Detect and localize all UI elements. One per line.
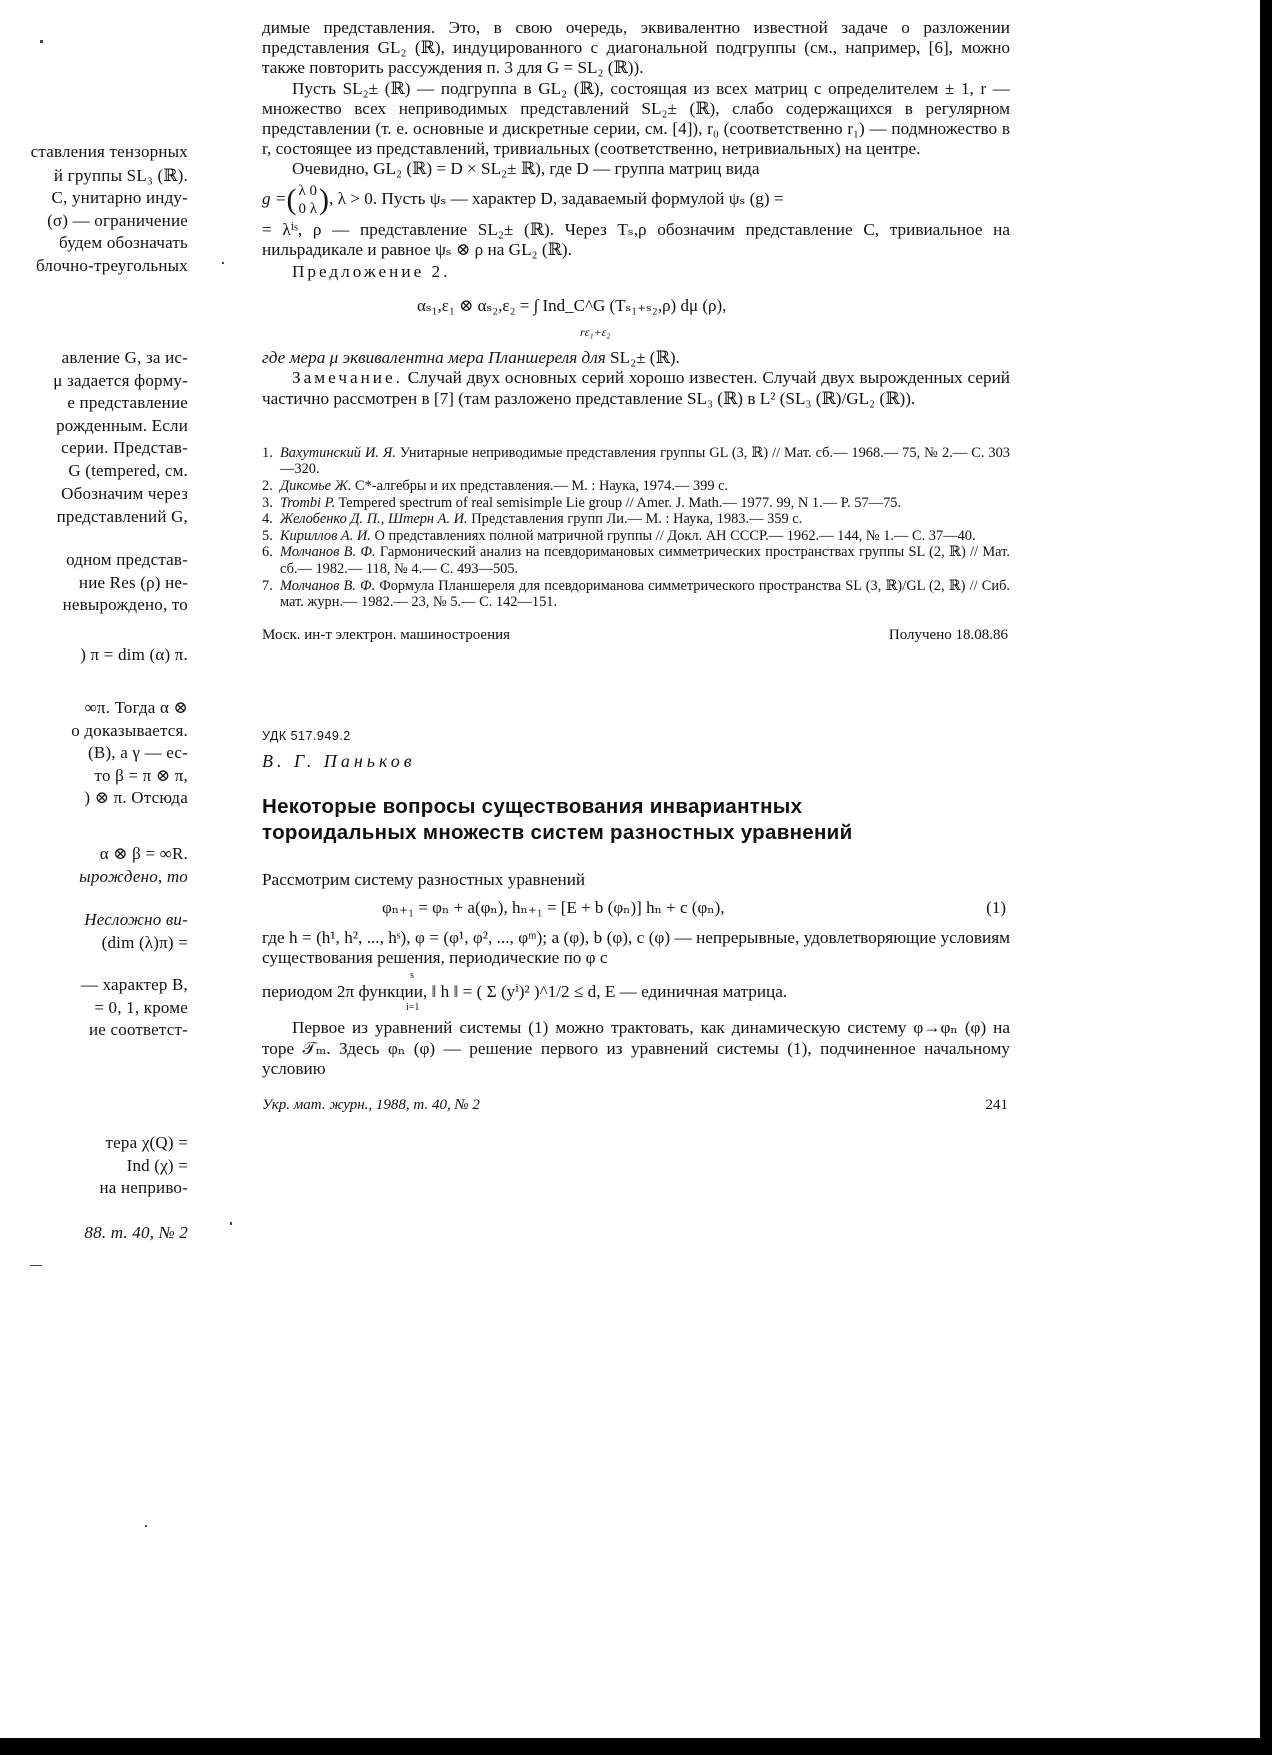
cut-off-line: α ⊗ β = ∞R. [99,844,188,863]
cut-off-line: C, унитарно инду- [51,188,188,207]
title-line: Некоторые вопросы существования инвариантных [262,794,803,818]
reference-item: 3. Trombi P. Tempered spectrum of real semisimple Lie group // Amer. J. Math.— 1977. 99, N 1.— P. 57—75. [262,494,902,511]
cut-off-line: блочно-треугольных [35,256,188,275]
paragraph-representation: = λⁱˢ, ρ — представление SL₂± (ℝ). Через Tₛ,ρ обозначим представление C, тривиальное на нильрадикале и равное ψₛ ⊗ ρ на GL₂ (ℝ). [262,219,1010,259]
article-title [262,794,1010,846]
proposition-text-tail: SL₂± (ℝ). [610,348,680,368]
matrix-row: λ 0 [298,182,318,199]
page-footer [262,1097,1010,1127]
cut-off-line: представлений G, [56,507,188,526]
norm-text: периодом 2π функции, ‖ h ‖ = ( Σ (yⁱ)² )^1/2 ≤ d, E — единичная матрица. [262,982,788,1002]
references-list [262,445,1010,611]
remark-text: Случай двух основных серий хорошо известен. Случай двух вырожденных серий частично рассмотрен в [7] (там разложено представление SL₃ (ℝ) в L² (SL₃ (ℝ)/GL₂ (ℝ)). [262,368,1010,408]
cut-off-line: о доказывается. [71,721,188,740]
cut-off-line: на неприво- [99,1178,188,1197]
cut-off-line: й группы SL₃ (ℝ). [53,166,188,185]
cut-off-line: ставления тензорных [30,142,188,161]
equation-number: (1) [986,897,1006,917]
matrix-line: g =( λ 0 0 λ ), λ > 0. Пусть ψₛ — характер D, задаваемый формулой ψₛ (g) = [262,182,784,217]
reference-item: 1. Вахутинский И. Я. Унитарные неприводимые представления группы GL (3, ℝ) // Мат. сб.— 1968.— 75, № 2.— С. 303—320. [262,444,1010,478]
cut-off-line: рожденным. Если [56,416,188,435]
journal-reference: Укр. мат. журн., 1988, т. 40, № 2 [262,1097,480,1113]
cut-off-line: Обозначим через [61,484,188,503]
integral-subscript: rε₁+ε₂ [580,325,611,340]
cut-off-line: ) ⊗ π. Отсюда [84,788,188,807]
equation: φₙ₊₁ = φₙ + a(φₙ), hₙ₊₁ = [E + b (φₙ)] hₙ + c (φₙ), [382,897,725,917]
reference-item: 5. Кириллов А. И. О представлениях полной матричной группы // Докл. АН СССР.— 1962.— 144, № 1.— С. 37—40. [262,527,976,544]
received-date: Получено 18.08.86 [888,626,1008,643]
diag-matrix [299,182,318,218]
udk-code: УДК 517.949.2 [262,728,351,743]
cut-off-line: невырождено, то [62,595,188,614]
matrix-line-rest: , λ > 0. Пусть ψₛ — характер D, задаваемый формулой ψₛ (g) = [329,188,784,208]
scan-speck [145,1525,147,1527]
reference-item: 7. Молчанов В. Ф. Формула Планшереля для псевдориманова симметрического пространства SL (3, ℝ)/GL (2, ℝ) // Сиб. мат. журн.— 1982.— 23, № 5.— С. 142—151. [262,577,1010,611]
remark-label: Замечание. [292,368,403,388]
cut-off-line: е представление [67,393,188,412]
g-symbol: g = [262,188,287,208]
paragraph-obviously: Очевидно, GL₂ (ℝ) = D × SL₂± ℝ), где D — группа матриц вида [292,159,760,179]
cut-off-line: тера χ(Q) = [105,1133,188,1152]
cut-off-line: — характер B, [80,975,188,994]
affiliation: Моск. ин-т электрон. машиностроения [262,626,511,643]
paragraph-dynamic-system: Первое из уравнений системы (1) можно трактовать, как динамическую систему φ→φₙ (φ) на торе 𝒯ₘ. Здесь φₙ (φ) — решение первого из уравнений системы (1), подчиненное начальному условию [262,1018,1010,1078]
scan-speck [40,40,43,43]
cut-off-line: (dim (λ)π) = [101,933,188,952]
cut-off-line: ) π = dim (α) π. [80,645,188,664]
cut-off-line: авление G, за ис- [61,348,188,367]
scan-edge-bottom [0,1738,1272,1755]
proposition-statement [262,348,1010,368]
cut-off-line: G (tempered, см. [68,461,188,480]
scan-speck [30,1265,42,1266]
proposition-label: Предложение 2. [292,262,451,282]
page-number: 241 [985,1097,1008,1113]
paragraph-definition: Пусть SL₂± (ℝ) — подгруппа в GL₂ (ℝ), состоящая из всех матриц с определителем ± 1, r — множество всех неприводимых представлений SL₂± (ℝ), слабо содержащихся в регулярном представлении (т. е. основные и дискретные серии, см. [4]), r₀ (соответственно r₁) — подмножество в r, состоящее из представлений, тривиальных (соответственно, нетривиальных) на центре. [262,78,1010,159]
sum-upper-limit: s [410,970,414,982]
intro-sentence: Рассмотрим систему разностных уравнений [262,869,586,889]
cut-off-line: Несложно ви- [84,910,188,929]
cut-off-line: 88. т. 40, № 2 [84,1223,188,1242]
sum-lower-limit: i=1 [406,1002,420,1014]
paragraph-where: где h = (h¹, h², ..., hˢ), φ = (φ¹, φ², ..., φᵐ); a (φ), b (φ), c (φ) — непрерывные, удовлетворяющие условиям существования решения, периодические по φ с [262,927,1010,968]
reference-item: 2. Диксмье Ж. C*-алгебры и их представления.— М. : Наука, 1974.— 399 с. [262,478,729,495]
reference-item: 4. Желобенко Д. П., Штерн А. И. Представления групп Ли.— М. : Наука, 1983.— 359 с. [262,511,803,528]
norm-line [262,968,1010,1012]
proposition-text: где мера μ эквивалентна мера Планшереля для [262,348,606,368]
article-author: В. Г. Паньков [262,750,416,771]
affiliation-row [262,627,1010,651]
cut-off-line: ние Res (ρ) не- [78,573,188,592]
paragraph-intro: димые представления. Это, в свою очередь, эквивалентно известной задаче о разложении представления GL₂ (ℝ), индуцированного с диагональной подгруппы (см., например, [6], можно также повторить рассуждения п. 3 для G = SL₂ (ℝ)). [262,18,1010,78]
reference-item: 6. Молчанов В. Ф. Гармонический анализ на псевдоримановых симметрических пространствах группы SL (2, ℝ) // Мат. сб.— 1982.— 118, № 4.— С. 493—505. [262,544,1010,577]
scan-speck [222,262,224,264]
cut-off-line: = 0, 1, кроме [94,998,188,1017]
main-text-column [262,18,1010,1127]
scan-speck [230,1222,232,1225]
cut-off-line: Ind (χ) = [126,1156,188,1175]
cut-off-line: то β = π ⊗ π, [94,766,188,785]
cut-off-line: будем обозначать [59,233,188,252]
cut-off-line: серии. Представ- [61,438,188,457]
cut-off-line: ие соответст- [89,1020,188,1039]
cut-off-line: (σ) — ограничение [47,211,188,230]
matrix-row: 0 λ [298,200,318,217]
cut-off-line: ырождено, то [79,867,188,886]
cut-off-line: одном представ- [66,550,188,569]
equation-block [262,890,1010,924]
proposition-formula: αₛ₁,ε₁ ⊗ αₛ₂,ε₂ = ∫ Ind_C^G (Tₛ₁₊ₛ₂,ρ) dμ (ρ), [417,296,727,316]
cut-off-line: μ задается форму- [53,371,188,390]
previous-page-column [0,0,190,1440]
remark [262,368,1010,408]
title-line: тороидальных множеств систем разностных уравнений [262,820,853,844]
scan-edge-right [1260,0,1272,1755]
cut-off-line: ∞π. Тогда α ⊗ [84,698,188,717]
proposition-formula-block [262,282,1010,344]
cut-off-line: (B), а γ — ес- [88,743,188,762]
